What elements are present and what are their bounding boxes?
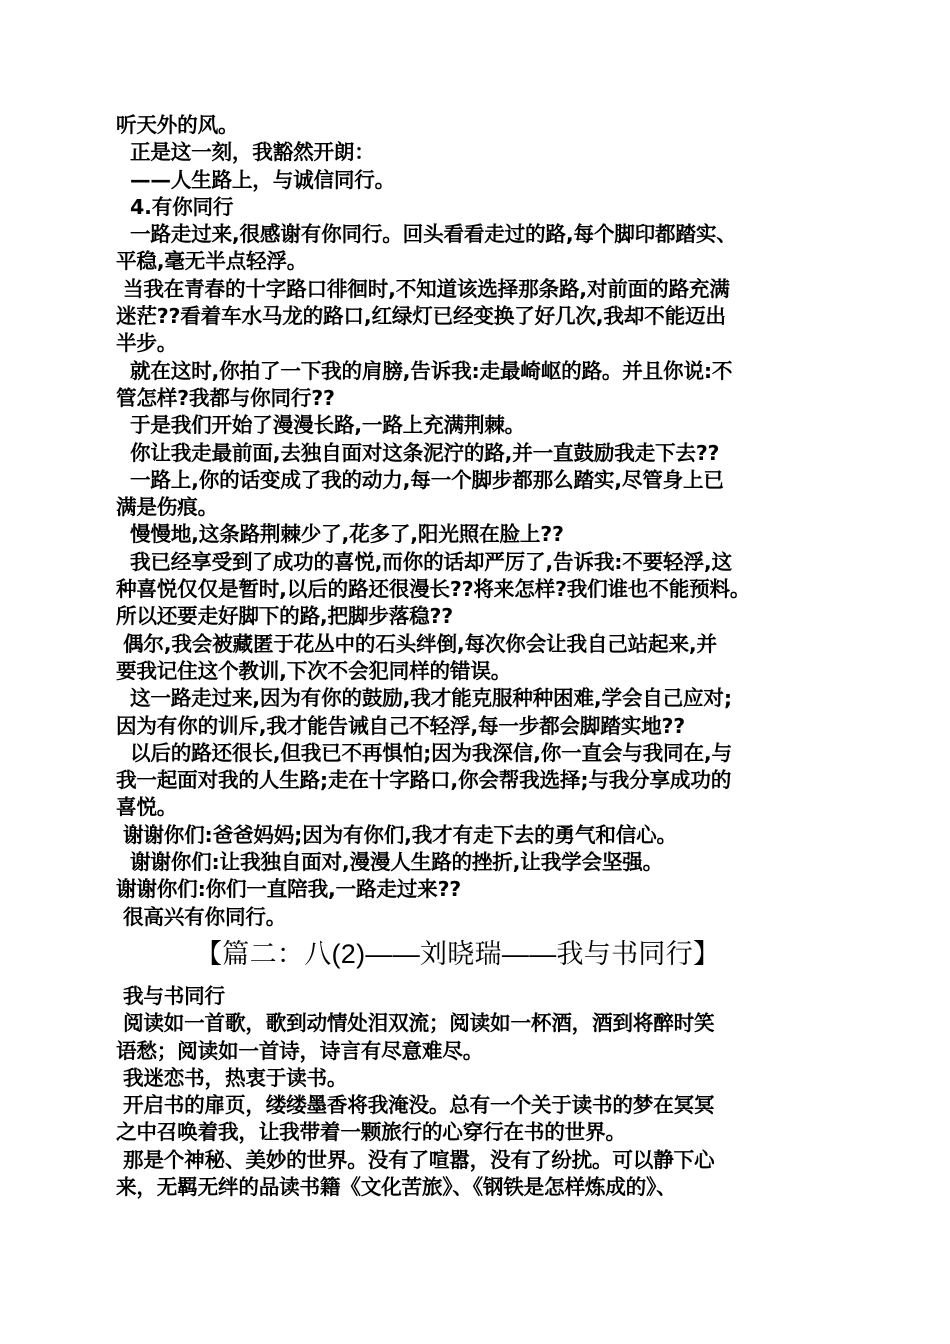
text-line: 正是这一刻，我豁然开朗：	[116, 140, 375, 165]
text-line: 偶尔,我会被藏匿于花丛中的石头绊倒,每次你会让我自己站起来,并	[116, 631, 717, 656]
text-line: 就在这时,你拍了一下我的肩膀,告诉我:走最崎岖的路。并且你说:不	[116, 358, 733, 383]
text-line: 你让我走最前面,去独自面对这条泥泞的路,并一直鼓励我走下去??	[116, 440, 720, 465]
essay-subtitle: 4.有你同行	[116, 194, 234, 219]
text-line: 喜悦。	[116, 795, 178, 820]
text-line: 我一起面对我的人生路;走在十字路口,你会帮我选择;与我分享成功的	[116, 768, 732, 793]
text-line: 阅读如一首歌，歌到动情处泪双流；阅读如一杯酒，酒到将醉时笑	[116, 1011, 715, 1036]
section-heading: 【篇二：八(2)——刘晓瑞——我与书同行】	[195, 938, 721, 969]
text-line: 那是个神秘、美妙的世界。没有了喧嚣，没有了纷扰。可以静下心	[116, 1147, 715, 1172]
text-line: 平稳,毫无半点轻浮。	[116, 249, 308, 274]
text-line: 很高兴有你同行。	[116, 904, 287, 929]
text-line: 我已经享受到了成功的喜悦,而你的话却严厉了,告诉我:不要轻浮,这	[116, 549, 732, 574]
essay-subtitle: 我与书同行	[116, 983, 225, 1008]
text-line: ——人生路上，与诚信同行。	[116, 167, 396, 192]
document-page	[116, 112, 836, 1201]
text-line: 要我记住这个教训,下次不会犯同样的错误。	[116, 658, 512, 683]
text-line: 半步。	[116, 331, 178, 356]
text-line: 以后的路还很长,但我已不再惧怕;因为我深信,你一直会与我同在,与	[116, 740, 732, 765]
text-line: 来，无羁无绊的品读书籍《文化苦旅》、《钢铁是怎样炼成的》、	[116, 1174, 677, 1199]
text-line: 满是伤痕。	[116, 495, 218, 520]
text-line: 听天外的风。	[116, 113, 239, 137]
text-line: 当我在青春的十字路口徘徊时,不知道该选择那条路,对前面的路充满	[116, 276, 730, 301]
text-line: 因为有你的训斥,我才能告诫自己不轻浮,每一步都会脚踏实地??	[116, 713, 685, 738]
text-line: 谢谢你们:你们一直陪我,一路走过来??	[116, 877, 462, 902]
text-line: 这一路走过来,因为有你的鼓励,我才能克服种种困难,学会自己应对;	[116, 686, 732, 711]
text-line: 语愁；阅读如一首诗，诗言有尽意难尽。	[116, 1038, 484, 1063]
essay-section-two	[116, 983, 836, 1201]
text-line: 之中召唤着我，让我带着一颗旅行的心穿行在书的世界。	[116, 1120, 626, 1145]
text-line: 开启书的扉页，缕缕墨香将我淹没。总有一个关于读书的梦在冥冥	[116, 1093, 715, 1118]
text-line: 种喜悦仅仅是暂时,以后的路还很漫长??将来怎样?我们谁也不能预料。	[116, 577, 751, 602]
text-line: 管怎样?我都与你同行??	[116, 385, 335, 410]
text-line: 迷茫??看着车水马龙的路口,红绿灯已经变换了好几次,我却不能迈出	[116, 304, 726, 329]
text-line: 于是我们开始了漫漫长路,一路上充满荆棘。	[116, 413, 526, 438]
text-line: 谢谢你们:让我独自面对,漫漫人生路的挫折,让我学会坚强。	[116, 850, 664, 875]
text-line: 谢谢你们:爸爸妈妈;因为有你们,我才有走下去的勇气和信心。	[116, 822, 677, 847]
text-line: 我迷恋书，热衷于读书。	[116, 1065, 348, 1090]
text-line: 一路上,你的话变成了我的动力,每一个脚步都那么踏实,尽管身上已	[116, 467, 724, 492]
text-line: 慢慢地,这条路荆棘少了,花多了,阳光照在脸上??	[116, 522, 564, 547]
text-line: 一路走过来,很感谢有你同行。回头看看走过的路,每个脚印都踏实、	[116, 222, 737, 247]
essay-section-one	[116, 112, 836, 931]
text-line: 所以还要走好脚下的路,把脚步落稳??	[116, 604, 454, 629]
